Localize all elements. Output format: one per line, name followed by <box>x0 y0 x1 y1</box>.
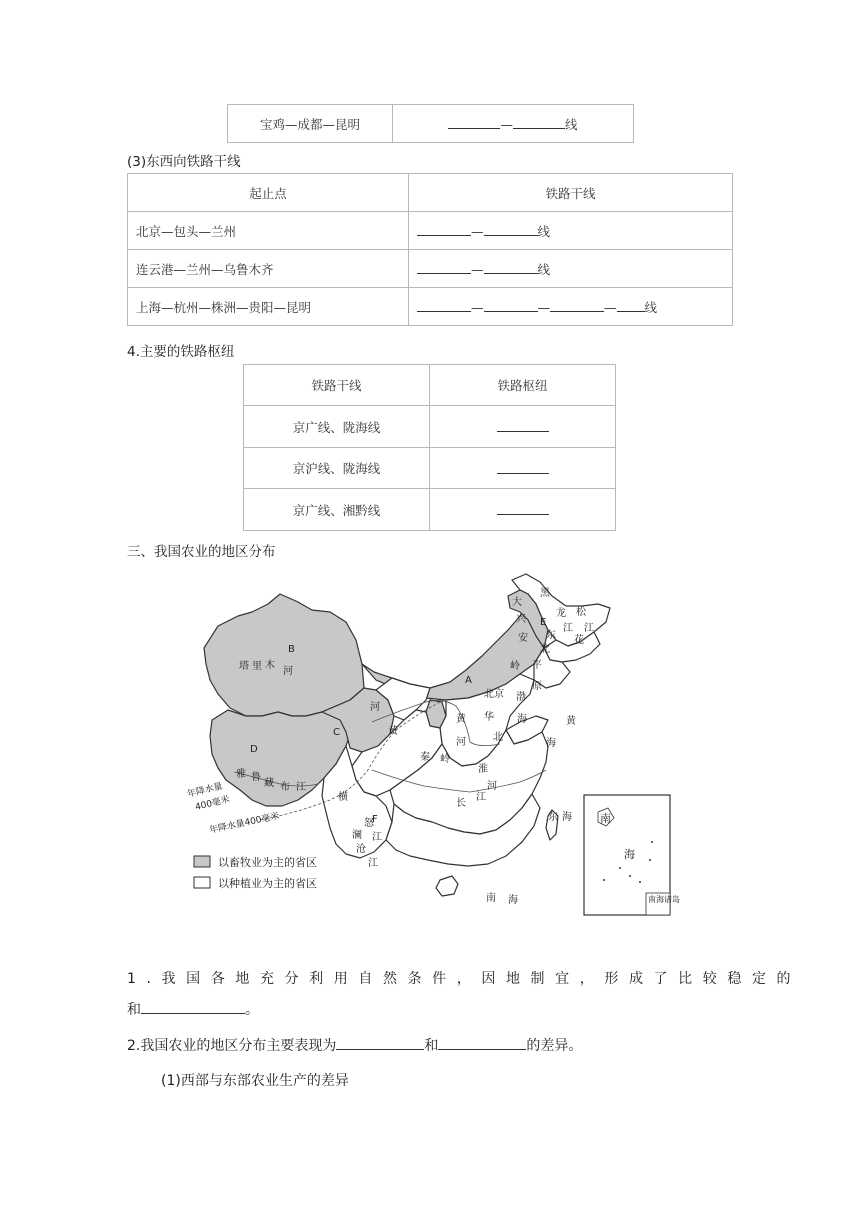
label-F: F <box>372 814 378 825</box>
lines-cell: 京广线、陇海线 <box>244 406 430 448</box>
label-inset-zhu: 南海诸岛 <box>648 895 680 904</box>
label-ling2: 岭 <box>440 754 450 765</box>
route-cell: 上海—杭州—株洲—贵阳—昆明 <box>128 288 409 326</box>
island-dot <box>651 841 653 843</box>
label-huanghai2: 海 <box>546 738 556 749</box>
label-A: A <box>465 675 472 686</box>
label-hei: 黑 <box>540 588 550 599</box>
label-nujiang1: 怒 <box>364 818 374 829</box>
line-cell: — 线 <box>409 212 733 250</box>
label-qin: 秦 <box>420 752 430 763</box>
label-C: C <box>333 727 340 738</box>
column-header: 起止点 <box>128 174 409 212</box>
label-hua: 花 <box>574 635 584 646</box>
label-long: 龙 <box>556 608 566 619</box>
label-huanghai1: 黄 <box>566 716 576 727</box>
column-header: 铁路干线 <box>244 365 430 406</box>
label-rain400-a: 年降水量 <box>186 781 224 800</box>
label-B: B <box>288 644 295 655</box>
part-title-agriculture: 三、我国农业的地区分布 <box>127 544 276 560</box>
label-xing: 兴 <box>516 614 526 625</box>
label-zang: 藏 <box>264 778 274 789</box>
label-song: 松 <box>576 607 586 618</box>
legend-swatch-pastoral <box>194 856 210 867</box>
label-huanghe-v2: 河 <box>456 737 466 748</box>
question-2: 2.我国农业的地区分布主要表现为 和 的差异。 <box>127 1038 583 1054</box>
label-mu: 木 <box>265 660 275 671</box>
label-rain400-b: 400毫米 <box>194 794 231 813</box>
answer-blank[interactable] <box>141 1000 245 1014</box>
legend-label-farming: 以种植业为主的省区 <box>218 877 317 890</box>
label-bu: 布 <box>280 782 290 793</box>
column-header: 铁路干线 <box>409 174 733 212</box>
label-lu: 鲁 <box>251 772 261 783</box>
label-E: E <box>540 617 547 628</box>
label-huai: 淮 <box>478 764 488 775</box>
label-an: 安 <box>518 633 528 644</box>
region-xinjiang <box>204 594 364 716</box>
route-cell: 连云港—兰州—乌鲁木齐 <box>128 250 409 288</box>
label-jiang4: 江 <box>476 792 486 803</box>
label-bei2: 北 <box>493 732 503 743</box>
label-ping: 平 <box>532 660 542 671</box>
label-nujiang2: 江 <box>372 832 382 843</box>
label-li: 里 <box>252 661 262 672</box>
label-he2: 河 <box>370 702 380 713</box>
label-jiang2: 江 <box>563 623 573 634</box>
label-hua2: 华 <box>484 712 494 723</box>
label-D: D <box>250 744 258 755</box>
label-inset-nan: 南 <box>600 812 611 825</box>
question-1-line-2: 和 。 <box>127 1002 259 1018</box>
label-jiang3: 江 <box>296 782 306 793</box>
label-ling: 岭 <box>510 661 520 672</box>
label-hai3: 海 <box>508 895 518 906</box>
label-yuan: 原 <box>532 681 542 692</box>
lines-cell: 京广线、湘黔线 <box>244 489 430 531</box>
line-cell: — 线 <box>393 105 634 143</box>
route-cell: 宝鸡—成都—昆明 <box>228 105 393 143</box>
label-da: 大 <box>512 597 522 608</box>
legend-swatch-farming <box>194 877 210 888</box>
lines-cell: 京沪线、陇海线 <box>244 448 430 489</box>
label-huang: 黄 <box>388 726 398 737</box>
label-dong2: 东 <box>548 812 558 823</box>
island-dot <box>639 881 641 883</box>
section-title-east-west: (3)东西向铁路干线 <box>127 154 241 170</box>
line-cell: — — — 线 <box>409 288 733 326</box>
label-he: 河 <box>283 666 293 677</box>
column-header: 铁路枢纽 <box>430 365 616 406</box>
route-cell: 北京—包头—兰州 <box>128 212 409 250</box>
label-rain400-c: 年降水量400毫米 <box>208 811 281 836</box>
island-dot <box>629 875 631 877</box>
label-dong: 东 <box>546 630 556 641</box>
label-ya: 雅 <box>236 769 246 780</box>
label-bei: 北 <box>540 644 550 655</box>
question-1-line-1: 1.我国各地充分利用自然条件，因地制宜，形成了比较稳定的 <box>127 971 802 987</box>
line-cell: — 线 <box>409 250 733 288</box>
label-lancang1: 澜 <box>352 830 362 841</box>
label-bo: 渤 <box>516 692 526 703</box>
label-beijing: 北京 <box>484 689 504 700</box>
label-hai2: 海 <box>562 812 572 823</box>
answer-blank[interactable] <box>438 1036 526 1050</box>
section-title-hubs: 4.主要的铁路枢纽 <box>127 344 235 360</box>
answer-blank[interactable] <box>336 1036 424 1050</box>
label-chang: 长 <box>456 798 466 809</box>
label-hengduan: 横 <box>338 792 348 803</box>
question-2-sub-1: (1)西部与东部农业生产的差异 <box>161 1073 349 1089</box>
legend-label-pastoral: 以畜牧业为主的省区 <box>218 856 317 869</box>
region-hainan <box>436 876 458 896</box>
label-jiang: 江 <box>584 623 594 634</box>
label-hai: 海 <box>517 714 527 725</box>
label-nan: 南 <box>486 893 496 904</box>
island-dot <box>619 867 621 869</box>
label-lancang2: 沧 <box>356 844 366 855</box>
label-huanghe-v1: 黄 <box>456 714 466 725</box>
label-inset-hai: 海 <box>624 848 635 861</box>
label-lancang3: 江 <box>368 858 378 869</box>
island-dot <box>603 879 605 881</box>
label-ta: 塔 <box>239 661 249 672</box>
island-dot <box>649 859 651 861</box>
label-he3: 河 <box>487 781 497 792</box>
